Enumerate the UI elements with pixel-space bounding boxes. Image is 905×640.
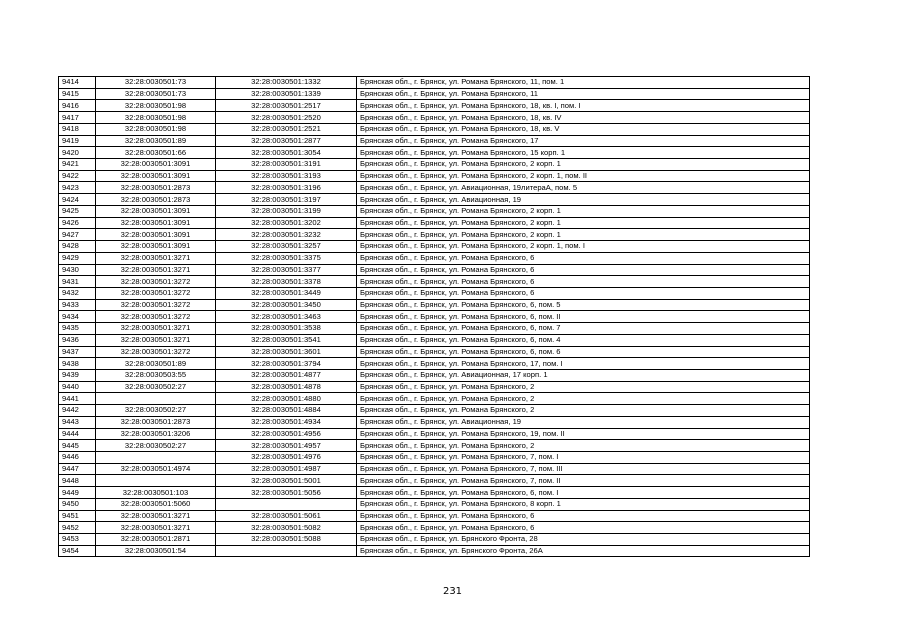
object-cadastral-number-cell: 32:28:0030501:2521	[216, 123, 357, 135]
land-cadastral-number-cell: 32:28:0030501:89	[96, 135, 216, 147]
address-cell: Брянская обл., г. Брянск, ул. Романа Брянского, 2 корп. 1, пом. I	[357, 241, 810, 253]
table-row	[59, 358, 810, 370]
object-cadastral-number-cell: 32:28:0030501:3257	[216, 241, 357, 253]
address-cell: Брянская обл., г. Брянск, ул. Романа Брянского, 7, пом. II	[357, 475, 810, 487]
object-cadastral-number-cell: 32:28:0030501:3199	[216, 205, 357, 217]
row-number-cell: 9436	[59, 334, 96, 346]
table-row	[59, 77, 810, 89]
row-number-cell: 9422	[59, 170, 96, 182]
row-number-cell: 9439	[59, 369, 96, 381]
object-cadastral-number-cell: 32:28:0030501:3538	[216, 323, 357, 335]
table-row	[59, 217, 810, 229]
object-cadastral-number-cell: 32:28:0030501:4956	[216, 428, 357, 440]
address-cell: Брянская обл., г. Брянск, ул. Романа Брянского, 6, пом. 6	[357, 346, 810, 358]
table-row	[59, 534, 810, 546]
land-cadastral-number-cell: 32:28:0030501:3271	[96, 264, 216, 276]
table-row	[59, 487, 810, 499]
table-row	[59, 100, 810, 112]
object-cadastral-number-cell: 32:28:0030501:3449	[216, 287, 357, 299]
land-cadastral-number-cell: 32:28:0030501:2873	[96, 416, 216, 428]
address-cell: Брянская обл., г. Брянск, ул. Романа Брянского, 6, пом. 4	[357, 334, 810, 346]
row-number-cell: 9416	[59, 100, 96, 112]
row-number-cell: 9447	[59, 463, 96, 475]
address-cell: Брянская обл., г. Брянск, ул. Романа Брянского, 18, кв. I, пом. I	[357, 100, 810, 112]
object-cadastral-number-cell: 32:28:0030501:3054	[216, 147, 357, 159]
property-register-table	[58, 76, 810, 557]
object-cadastral-number-cell: 32:28:0030501:3378	[216, 276, 357, 288]
land-cadastral-number-cell: 32:28:0030501:3091	[96, 241, 216, 253]
table-row	[59, 170, 810, 182]
row-number-cell: 9420	[59, 147, 96, 159]
land-cadastral-number-cell: 32:28:0030501:3272	[96, 311, 216, 323]
row-number-cell: 9454	[59, 545, 96, 557]
row-number-cell: 9446	[59, 452, 96, 464]
table-row	[59, 510, 810, 522]
table-row	[59, 440, 810, 452]
table-row	[59, 88, 810, 100]
address-cell: Брянская обл., г. Брянск, ул. Романа Брянского, 15 корп. 1	[357, 147, 810, 159]
address-cell: Брянская обл., г. Брянск, ул. Романа Брянского, 6, пом. 7	[357, 323, 810, 335]
land-cadastral-number-cell: 32:28:0030501:3091	[96, 170, 216, 182]
land-cadastral-number-cell: 32:28:0030501:103	[96, 487, 216, 499]
address-cell: Брянская обл., г. Брянск, ул. Романа Брянского, 2	[357, 440, 810, 452]
land-cadastral-number-cell: 32:28:0030501:3272	[96, 287, 216, 299]
row-number-cell: 9445	[59, 440, 96, 452]
address-cell: Брянская обл., г. Брянск, ул. Романа Брянского, 17, пом. I	[357, 358, 810, 370]
address-cell: Брянская обл., г. Брянск, ул. Брянского Фронта, 26А	[357, 545, 810, 557]
land-cadastral-number-cell: 32:28:0030501:3091	[96, 217, 216, 229]
object-cadastral-number-cell	[216, 498, 357, 510]
object-cadastral-number-cell: 32:28:0030501:3202	[216, 217, 357, 229]
object-cadastral-number-cell: 32:28:0030501:5082	[216, 522, 357, 534]
row-number-cell: 9414	[59, 77, 96, 89]
table-row	[59, 393, 810, 405]
object-cadastral-number-cell: 32:28:0030501:5056	[216, 487, 357, 499]
object-cadastral-number-cell: 32:28:0030501:5001	[216, 475, 357, 487]
land-cadastral-number-cell: 32:28:0030501:3091	[96, 159, 216, 171]
land-cadastral-number-cell: 32:28:0030501:98	[96, 112, 216, 124]
land-cadastral-number-cell: 32:28:0030501:3271	[96, 510, 216, 522]
table-row	[59, 194, 810, 206]
address-cell: Брянская обл., г. Брянск, ул. Авиационная, 19	[357, 194, 810, 206]
row-number-cell: 9418	[59, 123, 96, 135]
land-cadastral-number-cell: 32:28:0030501:3272	[96, 276, 216, 288]
row-number-cell: 9448	[59, 475, 96, 487]
row-number-cell: 9430	[59, 264, 96, 276]
table-row	[59, 299, 810, 311]
address-cell: Брянская обл., г. Брянск, ул. Романа Брянского, 6, пом. I	[357, 487, 810, 499]
row-number-cell: 9425	[59, 205, 96, 217]
table-row	[59, 287, 810, 299]
table-row	[59, 276, 810, 288]
register-table-body	[59, 77, 810, 557]
land-cadastral-number-cell: 32:28:0030501:4974	[96, 463, 216, 475]
row-number-cell: 9428	[59, 241, 96, 253]
row-number-cell: 9431	[59, 276, 96, 288]
land-cadastral-number-cell: 32:28:0030501:54	[96, 545, 216, 557]
table-row	[59, 369, 810, 381]
address-cell: Брянская обл., г. Брянск, ул. Романа Брянского, 2 корп. 1	[357, 229, 810, 241]
row-number-cell: 9434	[59, 311, 96, 323]
object-cadastral-number-cell: 32:28:0030501:3601	[216, 346, 357, 358]
table-row	[59, 452, 810, 464]
object-cadastral-number-cell: 32:28:0030501:3450	[216, 299, 357, 311]
land-cadastral-number-cell: 32:28:0030501:3272	[96, 299, 216, 311]
address-cell: Брянская обл., г. Брянск, ул. Романа Брянского, 2 корп. 1	[357, 217, 810, 229]
row-number-cell: 9453	[59, 534, 96, 546]
page-number: 231	[442, 586, 463, 597]
object-cadastral-number-cell: 32:28:0030501:4987	[216, 463, 357, 475]
row-number-cell: 9437	[59, 346, 96, 358]
table-row	[59, 545, 810, 557]
row-number-cell: 9419	[59, 135, 96, 147]
address-cell: Брянская обл., г. Брянск, ул. Романа Брянского, 18, кв. IV	[357, 112, 810, 124]
address-cell: Брянская обл., г. Брянск, ул. Романа Брянского, 6	[357, 276, 810, 288]
table-row	[59, 135, 810, 147]
land-cadastral-number-cell: 32:28:0030501:66	[96, 147, 216, 159]
table-row	[59, 346, 810, 358]
land-cadastral-number-cell: 32:28:0030501:3272	[96, 346, 216, 358]
table-row	[59, 182, 810, 194]
address-cell: Брянская обл., г. Брянск, ул. Романа Брянского, 11	[357, 88, 810, 100]
object-cadastral-number-cell: 32:28:0030501:1332	[216, 77, 357, 89]
object-cadastral-number-cell: 32:28:0030501:3794	[216, 358, 357, 370]
address-cell: Брянская обл., г. Брянск, ул. Романа Брянского, 6, пом. 5	[357, 299, 810, 311]
address-cell: Брянская обл., г. Брянск, ул. Романа Брянского, 2	[357, 381, 810, 393]
object-cadastral-number-cell: 32:28:0030501:3377	[216, 264, 357, 276]
land-cadastral-number-cell: 32:28:0030501:73	[96, 77, 216, 89]
table-row	[59, 416, 810, 428]
row-number-cell: 9426	[59, 217, 96, 229]
address-cell: Брянская обл., г. Брянск, ул. Романа Брянского, 2 корп. 1	[357, 159, 810, 171]
land-cadastral-number-cell: 32:28:0030501:3091	[96, 205, 216, 217]
land-cadastral-number-cell: 32:28:0030501:73	[96, 88, 216, 100]
table-row	[59, 323, 810, 335]
land-cadastral-number-cell: 32:28:0030501:3271	[96, 323, 216, 335]
address-cell: Брянская обл., г. Брянск, ул. Романа Брянского, 2 корп. 1, пом. II	[357, 170, 810, 182]
row-number-cell: 9438	[59, 358, 96, 370]
table-row	[59, 475, 810, 487]
row-number-cell: 9451	[59, 510, 96, 522]
land-cadastral-number-cell: 32:28:0030501:2873	[96, 182, 216, 194]
row-number-cell: 9449	[59, 487, 96, 499]
land-cadastral-number-cell: 32:28:0030501:98	[96, 100, 216, 112]
object-cadastral-number-cell: 32:28:0030501:2520	[216, 112, 357, 124]
address-cell: Брянская обл., г. Брянск, ул. Романа Брянского, 7, пом. III	[357, 463, 810, 475]
land-cadastral-number-cell: 32:28:0030501:3271	[96, 252, 216, 264]
object-cadastral-number-cell: 32:28:0030501:2877	[216, 135, 357, 147]
address-cell: Брянская обл., г. Брянск, ул. Романа Брянского, 18, кв. V	[357, 123, 810, 135]
address-cell: Брянская обл., г. Брянск, ул. Романа Брянского, 6	[357, 510, 810, 522]
object-cadastral-number-cell: 32:28:0030501:2517	[216, 100, 357, 112]
row-number-cell: 9427	[59, 229, 96, 241]
table-row	[59, 147, 810, 159]
address-cell: Брянская обл., г. Брянск, ул. Романа Брянского, 19, пом. II	[357, 428, 810, 440]
row-number-cell: 9432	[59, 287, 96, 299]
row-number-cell: 9443	[59, 416, 96, 428]
table-row	[59, 405, 810, 417]
row-number-cell: 9429	[59, 252, 96, 264]
land-cadastral-number-cell: 32:28:0030501:3091	[96, 229, 216, 241]
table-row	[59, 428, 810, 440]
object-cadastral-number-cell: 32:28:0030501:3193	[216, 170, 357, 182]
object-cadastral-number-cell: 32:28:0030501:4884	[216, 405, 357, 417]
object-cadastral-number-cell: 32:28:0030501:3463	[216, 311, 357, 323]
land-cadastral-number-cell: 32:28:0030501:89	[96, 358, 216, 370]
row-number-cell: 9433	[59, 299, 96, 311]
table-row	[59, 252, 810, 264]
object-cadastral-number-cell	[216, 545, 357, 557]
address-cell: Брянская обл., г. Брянск, ул. Романа Брянского, 2	[357, 393, 810, 405]
object-cadastral-number-cell: 32:28:0030501:4976	[216, 452, 357, 464]
row-number-cell: 9415	[59, 88, 96, 100]
table-row	[59, 112, 810, 124]
address-cell: Брянская обл., г. Брянск, ул. Брянского Фронта, 28	[357, 534, 810, 546]
object-cadastral-number-cell: 32:28:0030501:4957	[216, 440, 357, 452]
object-cadastral-number-cell: 32:28:0030501:1339	[216, 88, 357, 100]
row-number-cell: 9417	[59, 112, 96, 124]
address-cell: Брянская обл., г. Брянск, ул. Романа Брянского, 11, пом. 1	[357, 77, 810, 89]
land-cadastral-number-cell: 32:28:0030501:5060	[96, 498, 216, 510]
row-number-cell: 9423	[59, 182, 96, 194]
land-cadastral-number-cell: 32:28:0030502:27	[96, 440, 216, 452]
table-row	[59, 159, 810, 171]
row-number-cell: 9452	[59, 522, 96, 534]
address-cell: Брянская обл., г. Брянск, ул. Романа Брянского, 6	[357, 522, 810, 534]
land-cadastral-number-cell	[96, 452, 216, 464]
table-row	[59, 205, 810, 217]
address-cell: Брянская обл., г. Брянск, ул. Романа Брянского, 2 корп. 1	[357, 205, 810, 217]
land-cadastral-number-cell: 32:28:0030501:2871	[96, 534, 216, 546]
object-cadastral-number-cell: 32:28:0030501:3191	[216, 159, 357, 171]
row-number-cell: 9440	[59, 381, 96, 393]
table-row	[59, 522, 810, 534]
address-cell: Брянская обл., г. Брянск, ул. Романа Брянского, 8 корп. 1	[357, 498, 810, 510]
table-row	[59, 229, 810, 241]
row-number-cell: 9424	[59, 194, 96, 206]
table-row	[59, 264, 810, 276]
land-cadastral-number-cell	[96, 393, 216, 405]
address-cell: Брянская обл., г. Брянск, ул. Романа Брянского, 6, пом. II	[357, 311, 810, 323]
object-cadastral-number-cell: 32:28:0030501:4880	[216, 393, 357, 405]
table-row	[59, 381, 810, 393]
table-row	[59, 498, 810, 510]
address-cell: Брянская обл., г. Брянск, ул. Романа Брянского, 2	[357, 405, 810, 417]
row-number-cell: 9444	[59, 428, 96, 440]
object-cadastral-number-cell: 32:28:0030501:3541	[216, 334, 357, 346]
land-cadastral-number-cell: 32:28:0030503:55	[96, 369, 216, 381]
row-number-cell: 9450	[59, 498, 96, 510]
row-number-cell: 9421	[59, 159, 96, 171]
land-cadastral-number-cell: 32:28:0030502:27	[96, 381, 216, 393]
land-cadastral-number-cell: 32:28:0030501:3271	[96, 522, 216, 534]
address-cell: Брянская обл., г. Брянск, ул. Романа Брянского, 7, пом. I	[357, 452, 810, 464]
land-cadastral-number-cell	[96, 475, 216, 487]
object-cadastral-number-cell: 32:28:0030501:4878	[216, 381, 357, 393]
table-row	[59, 241, 810, 253]
land-cadastral-number-cell: 32:28:0030501:98	[96, 123, 216, 135]
object-cadastral-number-cell: 32:28:0030501:3196	[216, 182, 357, 194]
address-cell: Брянская обл., г. Брянск, ул. Авиационная, 17 корп. 1	[357, 369, 810, 381]
object-cadastral-number-cell: 32:28:0030501:4877	[216, 369, 357, 381]
land-cadastral-number-cell: 32:28:0030501:2873	[96, 194, 216, 206]
table-row	[59, 463, 810, 475]
address-cell: Брянская обл., г. Брянск, ул. Авиационная, 19	[357, 416, 810, 428]
table-row	[59, 123, 810, 135]
land-cadastral-number-cell: 32:28:0030501:3271	[96, 334, 216, 346]
object-cadastral-number-cell: 32:28:0030501:3232	[216, 229, 357, 241]
address-cell: Брянская обл., г. Брянск, ул. Авиационная, 19литераА, пом. 5	[357, 182, 810, 194]
object-cadastral-number-cell: 32:28:0030501:3375	[216, 252, 357, 264]
object-cadastral-number-cell: 32:28:0030501:5088	[216, 534, 357, 546]
address-cell: Брянская обл., г. Брянск, ул. Романа Брянского, 6	[357, 252, 810, 264]
land-cadastral-number-cell: 32:28:0030502:27	[96, 405, 216, 417]
object-cadastral-number-cell: 32:28:0030501:3197	[216, 194, 357, 206]
address-cell: Брянская обл., г. Брянск, ул. Романа Брянского, 17	[357, 135, 810, 147]
object-cadastral-number-cell: 32:28:0030501:5061	[216, 510, 357, 522]
table-row	[59, 311, 810, 323]
land-cadastral-number-cell: 32:28:0030501:3206	[96, 428, 216, 440]
row-number-cell: 9435	[59, 323, 96, 335]
table-row	[59, 334, 810, 346]
row-number-cell: 9442	[59, 405, 96, 417]
object-cadastral-number-cell: 32:28:0030501:4934	[216, 416, 357, 428]
row-number-cell: 9441	[59, 393, 96, 405]
address-cell: Брянская обл., г. Брянск, ул. Романа Брянского, 6	[357, 287, 810, 299]
address-cell: Брянская обл., г. Брянск, ул. Романа Брянского, 6	[357, 264, 810, 276]
